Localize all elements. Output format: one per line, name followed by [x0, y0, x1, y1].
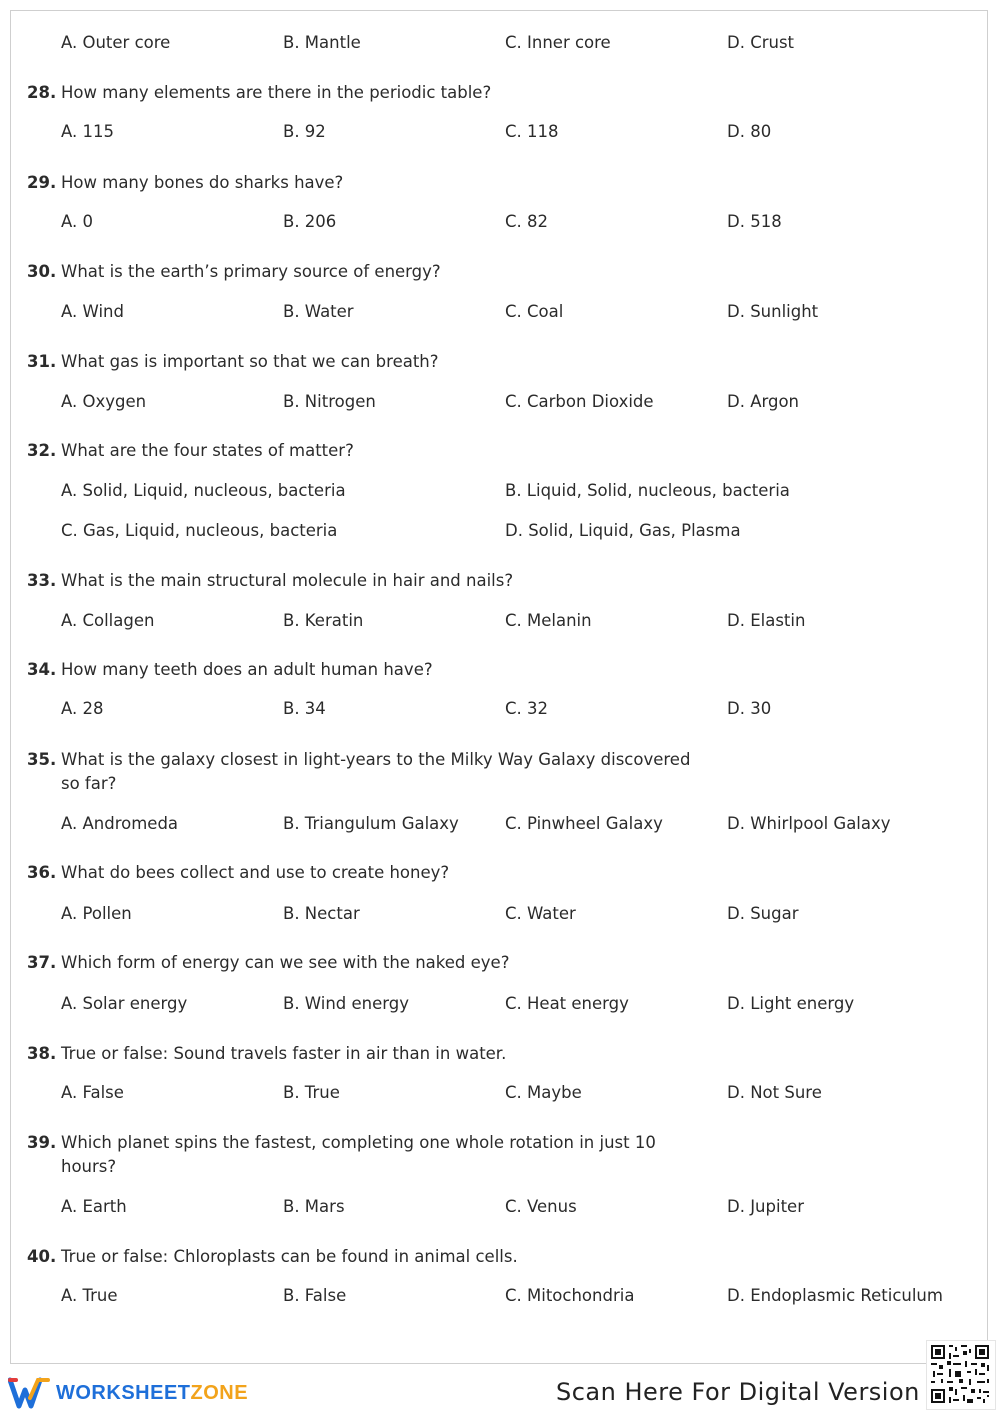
option-b: B. False: [283, 1286, 347, 1305]
option-b: B. True: [283, 1083, 340, 1102]
option-d: D. 30: [727, 699, 772, 718]
option-a: A. Pollen: [61, 904, 132, 923]
option-a: A. Solid, Liquid, nucleous, bacteria: [61, 481, 346, 500]
question-text: [27, 260, 691, 284]
scan-instruction: Scan Here For Digital Version: [556, 1378, 920, 1406]
option-a: A. Outer core: [61, 33, 171, 52]
option-d: D. Crust: [727, 33, 795, 52]
option-c: C. Carbon Dioxide: [505, 392, 654, 411]
question-number: 40.: [27, 1247, 57, 1266]
question-prompt: How many teeth does an adult human have?: [61, 660, 433, 679]
option-c: C. 82: [505, 212, 549, 231]
option-b: B. Mars: [283, 1197, 345, 1216]
option-c: C. Gas, Liquid, nucleous, bacteria: [61, 521, 338, 540]
question-prompt: How many bones do sharks have?: [61, 173, 344, 192]
option-d: D. Argon: [727, 392, 800, 411]
question-text: [27, 1042, 691, 1066]
option-c: C. Pinwheel Galaxy: [505, 814, 663, 833]
question-number: 33.: [27, 571, 57, 590]
option-a: A. Solar energy: [61, 994, 188, 1013]
worksheet-page: [10, 10, 988, 1364]
question-number: 31.: [27, 352, 57, 371]
option-a: A. 0: [61, 212, 93, 231]
brand-name: [56, 1382, 248, 1405]
option-b: B. Triangulum Galaxy: [283, 814, 459, 833]
option-c: C. 118: [505, 122, 559, 141]
option-a: A. 115: [61, 122, 114, 141]
question-text: [27, 748, 691, 796]
option-b: B. 92: [283, 122, 326, 141]
option-b: B. Nitrogen: [283, 392, 376, 411]
option-a: A. Collagen: [61, 611, 155, 630]
option-c: C. Melanin: [505, 611, 592, 630]
question-text: [27, 81, 691, 105]
option-d: D. Elastin: [727, 611, 806, 630]
question-prompt: Which planet spins the fastest, completing one whole rotation in just 10 hours?: [61, 1133, 656, 1176]
option-d: D. Not Sure: [727, 1083, 822, 1102]
option-d: D. Sunlight: [727, 302, 819, 321]
question-text: [27, 171, 691, 195]
option-d: D. 80: [727, 122, 772, 141]
question-text: [27, 861, 691, 885]
question-prompt: What gas is important so that we can breath?: [61, 352, 439, 371]
option-b: B. Keratin: [283, 611, 364, 630]
question-prompt: True or false: Sound travels faster in air than in water.: [61, 1044, 507, 1063]
question-text: [27, 1131, 691, 1179]
question-number: 39.: [27, 1133, 57, 1152]
question-prompt: What is the galaxy closest in light-years to the Milky Way Galaxy discovered so far?: [61, 750, 691, 793]
question-prompt: Which form of energy can we see with the naked eye?: [61, 953, 510, 972]
question-number: 29.: [27, 173, 57, 192]
question-number: 38.: [27, 1044, 57, 1063]
option-c: C. Mitochondria: [505, 1286, 635, 1305]
question-number: 37.: [27, 953, 57, 972]
option-a: A. False: [61, 1083, 124, 1102]
question-number: 36.: [27, 863, 57, 882]
option-c: C. Inner core: [505, 33, 611, 52]
option-c: C. Heat energy: [505, 994, 629, 1013]
qr-code-icon[interactable]: [926, 1340, 996, 1410]
brand-name-part2: ZONE: [190, 1381, 249, 1404]
option-d: D. 518: [727, 212, 782, 231]
option-d: D. Sugar: [727, 904, 799, 923]
question-text: [27, 439, 691, 463]
option-a: A. Oxygen: [61, 392, 147, 411]
option-c: C. Maybe: [505, 1083, 582, 1102]
question-prompt: What is the earth’s primary source of energy?: [61, 262, 441, 281]
option-b: B. Wind energy: [283, 994, 410, 1013]
question-text: [27, 951, 691, 975]
option-c: C. Venus: [505, 1197, 577, 1216]
question-prompt: What are the four states of matter?: [61, 441, 354, 460]
option-b: B. Mantle: [283, 33, 361, 52]
option-b: B. Water: [283, 302, 354, 321]
brand-name-part1: WORKSHEET: [56, 1381, 191, 1404]
option-a: A. Wind: [61, 302, 124, 321]
question-prompt: What is the main structural molecule in hair and nails?: [61, 571, 514, 590]
option-b: B. Liquid, Solid, nucleous, bacteria: [505, 481, 790, 500]
question-number: 32.: [27, 441, 57, 460]
question-prompt: How many elements are there in the periodic table?: [61, 83, 492, 102]
question-text: [27, 350, 691, 374]
option-a: A. True: [61, 1286, 118, 1305]
footer-brand[interactable]: [8, 1374, 248, 1412]
question-prompt: What do bees collect and use to create honey?: [61, 863, 450, 882]
option-d: D. Whirlpool Galaxy: [727, 814, 891, 833]
option-b: B. 206: [283, 212, 337, 231]
option-d: D. Light energy: [727, 994, 855, 1013]
question-number: 35.: [27, 750, 57, 769]
option-a: A. Andromeda: [61, 814, 179, 833]
option-a: A. 28: [61, 699, 104, 718]
option-c: C. Coal: [505, 302, 564, 321]
option-b: B. Nectar: [283, 904, 360, 923]
question-number: 30.: [27, 262, 57, 281]
option-b: B. 34: [283, 699, 326, 718]
question-text: [27, 658, 691, 682]
question-text: [27, 1245, 691, 1269]
option-d: D. Endoplasmic Reticulum: [727, 1286, 943, 1305]
option-d: D. Solid, Liquid, Gas, Plasma: [505, 521, 741, 540]
question-number: 28.: [27, 83, 57, 102]
option-c: C. Water: [505, 904, 576, 923]
question-number: 34.: [27, 660, 57, 679]
option-c: C. 32: [505, 699, 549, 718]
question-text: [27, 569, 691, 593]
question-prompt: True or false: Chloroplasts can be found in animal cells.: [61, 1247, 518, 1266]
option-d: D. Jupiter: [727, 1197, 804, 1216]
worksheetzone-logo-icon: [8, 1376, 50, 1410]
option-a: A. Earth: [61, 1197, 127, 1216]
